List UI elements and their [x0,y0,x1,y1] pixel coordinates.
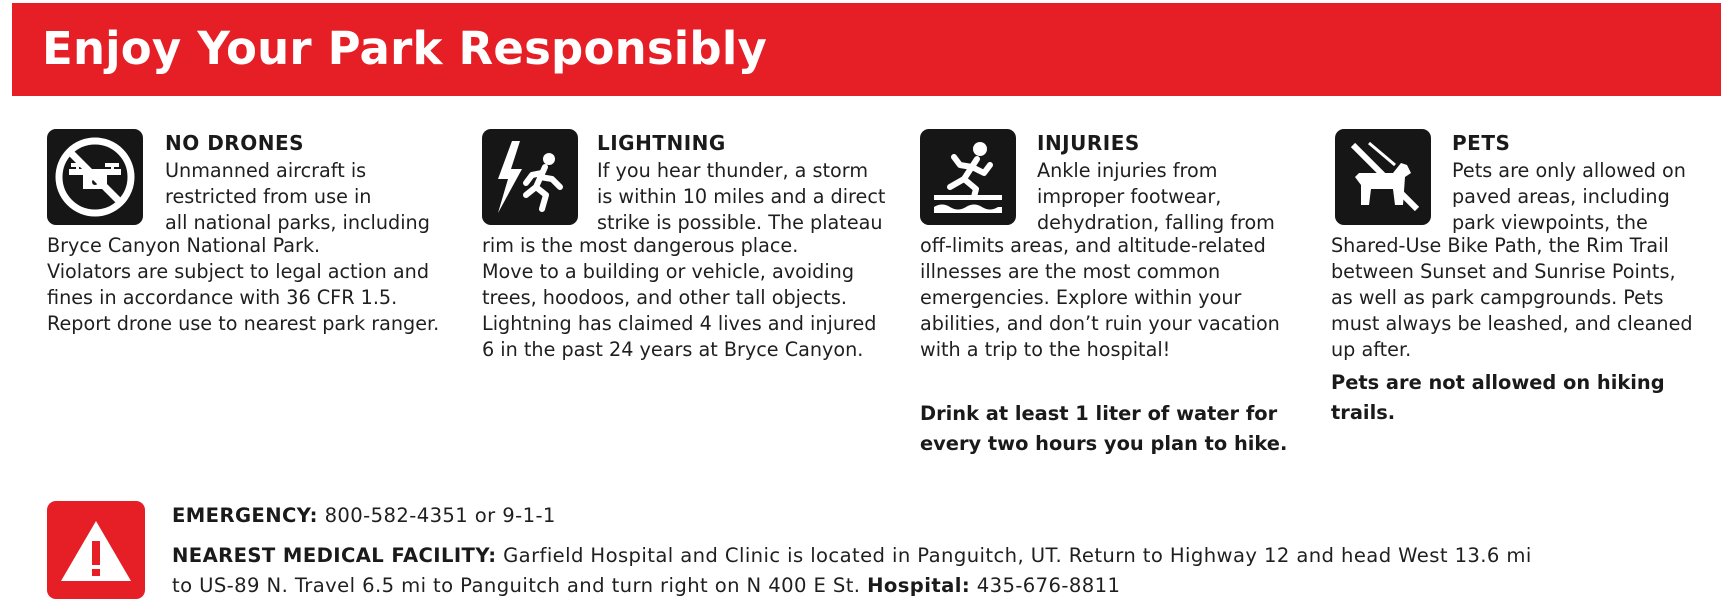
section-text: rim is the most dangerous place. Move to a building or vehicle, avoiding trees, hoodoos, and other tall objects. Lightning has claimed 4 lives and injured 6 in the past 24 years at Bryce Canyon. [482,234,877,361]
emergency-line [172,501,556,531]
section-text: Ankle injuries from improper footwear, dehydration, falling from [1037,159,1275,234]
falling-person-icon [920,129,1016,225]
medical-label: NEAREST MEDICAL FACILITY: [172,544,497,567]
section-text: Shared-Use Bike Path, the Rim Trail between Sunset and Sunrise Points, as well as park campgrounds. Pets must always be leashed, and cleaned up after. [1331,234,1693,361]
medical-line [172,541,1532,571]
hospital-label: Hospital: [867,574,971,597]
section-text: Unmanned aircraft is restricted from use in all national parks, including [165,159,430,234]
section-heading: INJURIES [1037,131,1140,155]
section-text: Pets are only allowed on paved areas, including park viewpoints, the [1452,159,1686,234]
section-heading: PETS [1452,131,1511,155]
pets-note: Pets are not allowed on hiking trails. [1331,371,1665,424]
section-heading: NO DRONES [165,131,305,155]
water-note: Drink at least 1 liter of water for every two hours you plan to hike. [920,402,1288,455]
no-dogs-icon [1335,129,1431,225]
medical-text-2: to US-89 N. Travel 6.5 mi to Panguitch and turn right on N 400 E St. [172,574,861,597]
section-heading: LIGHTNING [597,131,726,155]
emergency-label: EMERGENCY: [172,504,318,527]
lightning-runner-icon [482,129,578,225]
page-title: Enjoy Your Park Responsibly [42,22,768,75]
title-banner [12,3,1721,96]
medical-line-2 [172,571,1120,601]
hospital-phone: 435-676-8811 [976,574,1121,597]
warning-triangle-icon [47,501,145,599]
no-drone-icon [47,129,143,225]
section-text: Bryce Canyon National Park. Violators are subject to legal action and fines in accordance with 36 CFR 1.5. Report drone use to nearest park ranger. [47,234,440,335]
section-text: off-limits areas, and altitude-related illnesses are the most common emergencies. Explore within your abilities, and don’t ruin your vacation with a trip to the hospital! [920,234,1280,361]
section-text: If you hear thunder, a storm is within 10 miles and a direct strike is possible. The plateau [597,159,886,234]
medical-text: Garfield Hospital and Clinic is located in Panguitch, UT. Return to Highway 12 and head West 13.6 mi [503,544,1532,567]
emergency-phone: 800-582-4351 or 9-1-1 [324,504,556,527]
